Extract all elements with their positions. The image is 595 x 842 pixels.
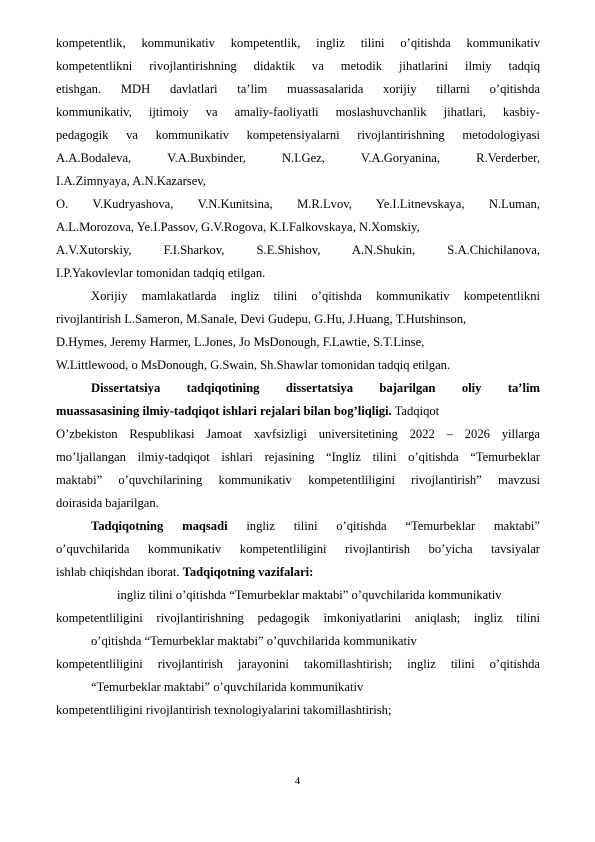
- text-line: o’quvchilarida kommunikativ kompetentliligini rivojlantirish bo’yicha tavsiyalar: [56, 542, 540, 556]
- text-line: A.A.Bodaleva, V.A.Buxbinder, N.I.Gez, V.A.Goryanina, R.Verderber,: [56, 151, 540, 165]
- list-item-line: o’qitishda “Temurbeklar maktabi” o’quvchilarida kommunikativ: [91, 634, 417, 648]
- list-item-line: “Temurbeklar maktabi” o’quvchilarida kommunikativ: [91, 680, 364, 694]
- text-line: A.L.Morozova, Ye.I.Passov, G.V.Rogova, K.I.Falkovskaya, N.Xomskiy,: [56, 220, 420, 234]
- text-line: kompetentliligini rivojlantirishning pedagogik imkoniyatlarini aniqlash; ingliz tilini: [56, 611, 540, 625]
- text-line: W.Littlewood, o MsDonough, G.Swain, Sh.Shawlar tomonidan tadqiq etilgan.: [56, 358, 451, 372]
- text-line: I.A.Zimnyaya, A.N.Kazarsev,: [56, 174, 206, 188]
- page-number: 4: [294, 776, 301, 787]
- text-fragment: ingliz tilini o’qitishda “Temurbeklar maktabi”: [227, 519, 540, 533]
- text-line: maktabi” o’quvchilarining kommunikativ kompetentliligini rivojlantirish” mavzusi: [56, 473, 540, 487]
- text-fragment: Tadqiqot: [391, 404, 440, 418]
- text-fragment: ishlab chiqishdan iborat.: [56, 565, 183, 579]
- text-line: kompetentlik, kommunikativ kompetentlik, ingliz tilini o’qitishda kommunikativ: [56, 36, 540, 50]
- text-line: rivojlantirish L.Sameron, M.Sanale, Devi Gudepu, G.Hu, J.Huang, T.Hutshinson,: [56, 312, 467, 326]
- text-line: O’zbekiston Respublikasi Jamoat xavfsizligi universitetining 2022 – 2026 yillarga: [56, 427, 540, 441]
- section-heading-line: Dissertatsiya tadqiqotining dissertatsiya bajarilgan oliy ta’lim: [91, 381, 540, 395]
- text-line: A.V.Xutorskiy, F.I.Sharkov, S.E.Shishov, A.N.Shukin, S.A.Chichilanova,: [56, 243, 540, 257]
- text-line: I.P.Yakovlevlar tomonidan tadqiq etilgan.: [56, 266, 266, 280]
- tasks-label: Tadqiqotning vazifalari:: [182, 565, 314, 579]
- text-line: etishgan. MDH davlatlari ta’lim muassasalarida xorijiy tillarni o’qitishda: [56, 82, 540, 96]
- text-line: O. V.Kudryashova, V.N.Kunitsina, M.R.Lvov, Ye.I.Litnevskaya, N.Luman,: [56, 197, 540, 211]
- goal-label: Tadqiqotning maqsadi: [91, 519, 228, 533]
- text-line: mo’ljallangan ilmiy-tadqiqot ishlari rejasining “Ingliz tilini o’qitishda “Temurbeklar: [56, 450, 540, 464]
- text-line: kommunikativ, ijtimoiy va amaliy-faoliyatli moslashuvchanlik jihatlari, kasbiy-: [56, 105, 540, 119]
- text-line: pedagogik va kommunikativ kompetensiyalarni rivojlantirishning metodologiyasi: [56, 128, 540, 142]
- paragraph-first-line: Xorijiy mamlakatlarda ingliz tilini o’qitishda kommunikativ kompetentlikni: [91, 289, 540, 303]
- text-line: kompetentlikni rivojlantirishning didaktik va metodik jihatlarini ilmiy tadqiq: [56, 59, 540, 73]
- tasks-line: [56, 561, 540, 583]
- list-item-line: ingliz tilini o’qitishda “Temurbeklar maktabi” o’quvchilarida kommunikativ: [117, 588, 502, 602]
- text-line: D.Hymes, Jeremy Harmer, L.Jones, Jo MsDonough, F.Lawtie, S.T.Linse,: [56, 335, 425, 349]
- text-line: kompetentliligini rivojlantirish texnologiyalarini takomillashtirish;: [56, 703, 392, 717]
- text-line: doirasida bajarilgan.: [56, 496, 159, 510]
- text-line: kompetentliligini rivojlantirish jarayonini takomillashtirish; ingliz tilini o’qitishda: [56, 657, 540, 671]
- section-heading-line: [56, 400, 540, 422]
- heading-bold-text: muassasasining ilmiy-tadqiqot ishlari rejalari bilan bog’liqligi.: [56, 404, 392, 418]
- goal-line: [91, 515, 540, 537]
